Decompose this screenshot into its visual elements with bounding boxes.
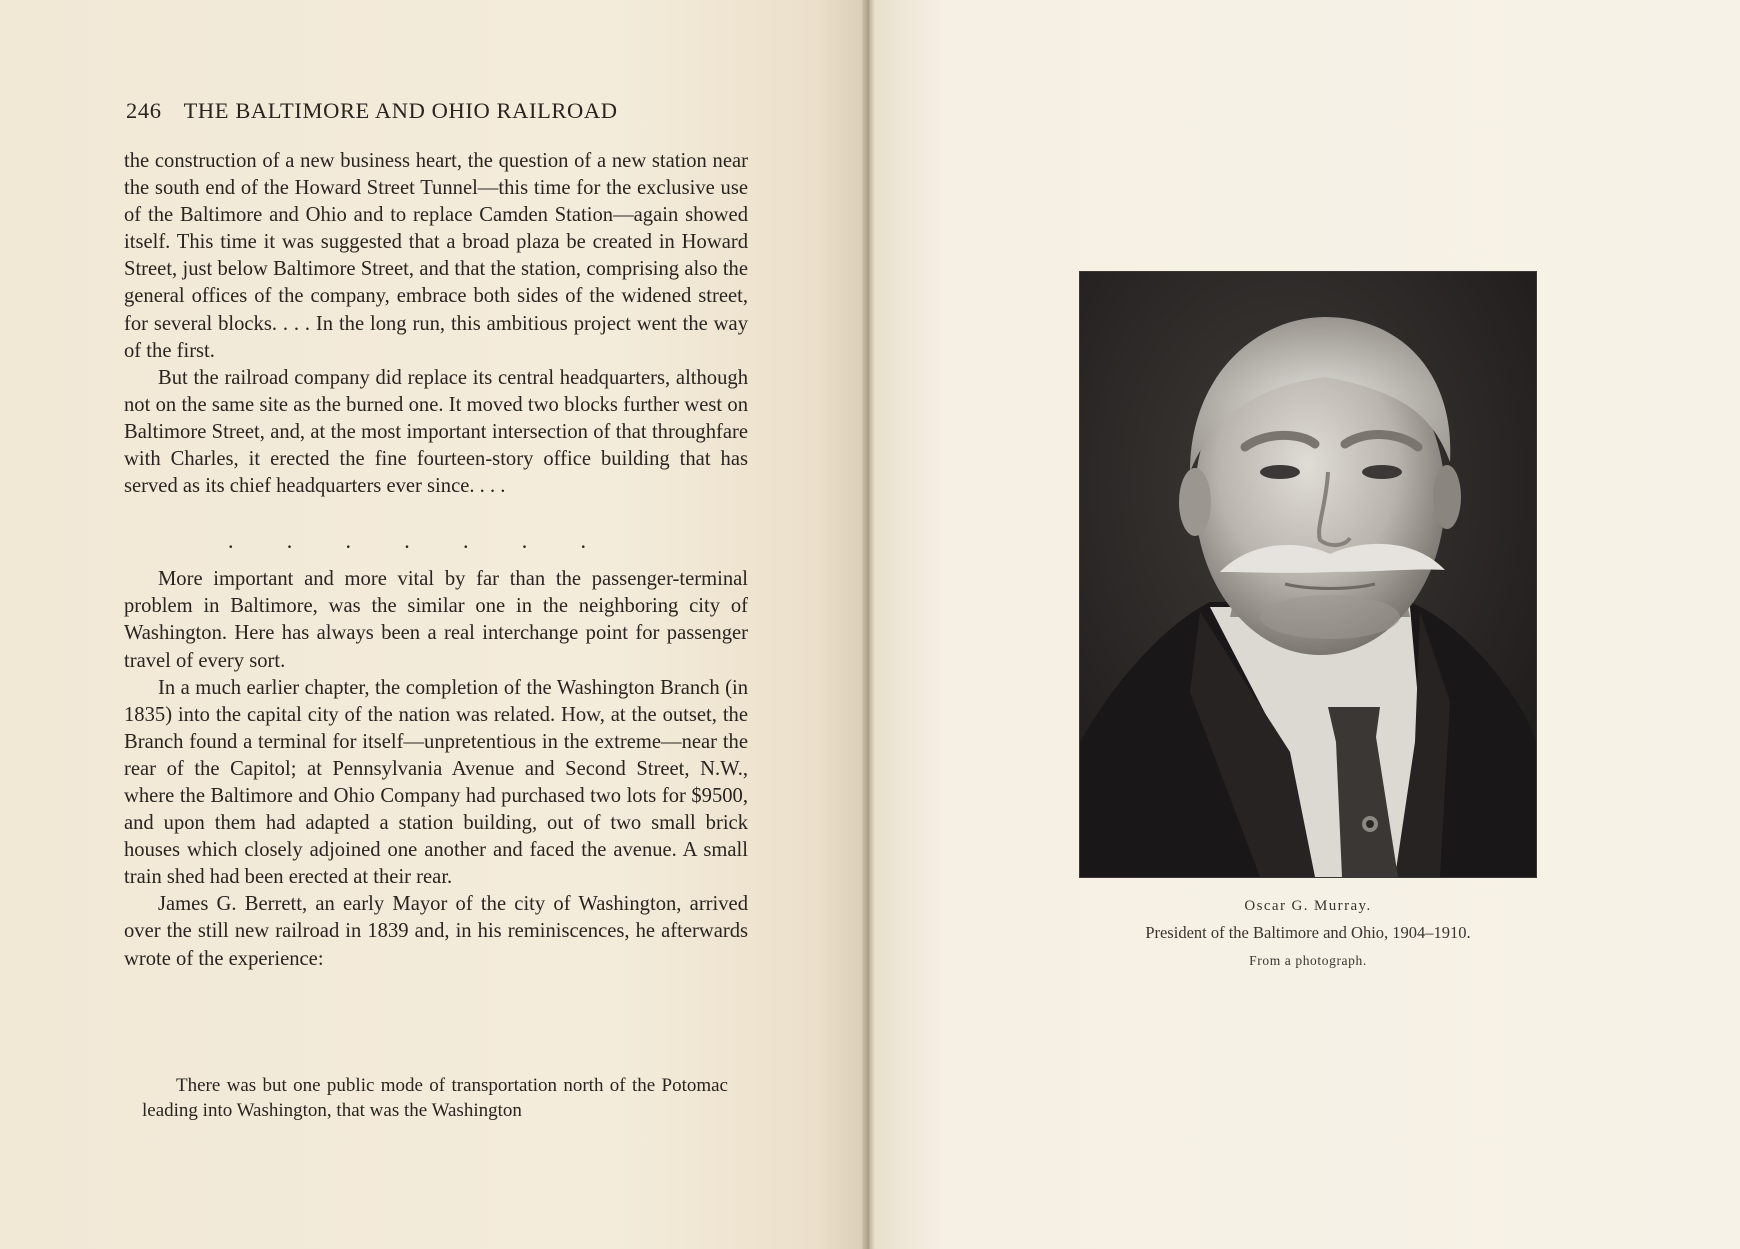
- dot: .: [286, 527, 293, 553]
- caption-title: President of the Baltimore and Ohio, 1904–1910.: [1145, 923, 1471, 942]
- dot: .: [521, 527, 528, 553]
- portrait-illustration: [1080, 272, 1536, 877]
- left-page: [0, 0, 868, 1249]
- caption-name: Oscar G. Murray.: [1244, 898, 1372, 914]
- dot: .: [228, 527, 234, 553]
- paragraph: But the railroad company did replace its central headquarters, although not on the same site as the burned one. It moved two blocks further west on Baltimore Street, and, at the most important intersection of that throughfare with Charles, it erected the fine fourteen-story office building that has served as its chief headquarters ever since. . . .: [124, 366, 748, 498]
- paragraph: More important and more vital by far than the passenger-terminal problem in Baltimore, was the similar one in the neighboring city of Washington. Here has always been a real interchange point for passenger travel of every sort.: [124, 568, 748, 672]
- dot: .: [404, 527, 410, 553]
- dot: .: [580, 527, 586, 553]
- block-quote: There was but one public mode of transportation north of the Potomac leading into Washington, that was the Washington: [142, 1075, 728, 1121]
- paragraph: In a much earlier chapter, the completion of the Washington Branch (in 1835) into the capital city of the nation was related. How, at the outset, the Branch found a terminal for itself—unpretentious in the extreme—near the rear of the Capitol; at Pennsylvania Avenue and Second Street, N.W., where the Baltimore and Ohio Company had purchased two lots for $9500, and upon them had adapted a station building, out of two small brick houses which closely adjoined one another and faced the avenue. A small train shed had been erected at their rear.: [124, 676, 748, 889]
- section-break-dots: [124, 507, 748, 573]
- running-head: [126, 98, 686, 124]
- dot: .: [463, 527, 469, 553]
- running-title: THE BALTIMORE AND OHIO RAILROAD: [183, 98, 618, 123]
- paragraph: the construction of a new business heart, the question of a new station near the south end of the Howard Street Tunnel—this time for the exclusive use of the Baltimore and Ohio and to replace Camden Station—again showed itself. This time it was suggested that a broad plaza be created in Howard Street, just below Baltimore Street, and that the station, comprising also the general offices of the company, embrace both sides of the widened street, for several blocks. . . . In the long run, this ambitious project went the way of the first.: [124, 150, 748, 362]
- paragraph: James G. Berrett, an early Mayor of the city of Washington, arrived over the still new railroad in 1839 and, in his reminiscences, he afterwards wrote of the experience:: [124, 893, 748, 970]
- page-number: 246: [126, 98, 162, 123]
- book-gutter: [862, 0, 876, 1249]
- dot: .: [345, 527, 351, 553]
- portrait-photograph: [1080, 272, 1536, 877]
- caption-source: From a photograph.: [1249, 953, 1367, 968]
- body-text: [124, 148, 748, 973]
